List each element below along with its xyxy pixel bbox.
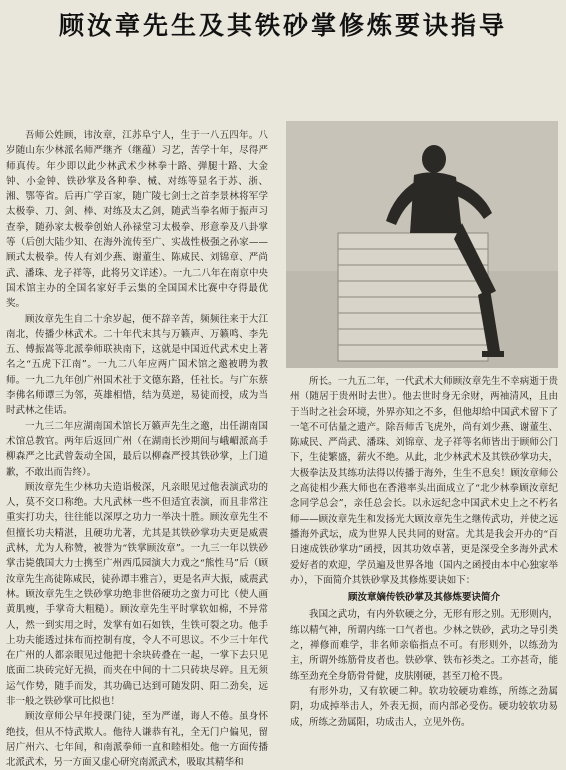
paragraph-internal-external: 我国之武功，有内外软硬之分，无形有形之别。无形则内，练以精气神，所谓内练一口气者也。少林之铁砂，武功之导引类之，禅修而难学，非名师亲临指点不可。有形则外，以练劲为主，所谓外练筋骨皮者也。铁砂掌、铁布衫类之。工亦甚奇，能练至劲充全身筋骨骨健，皮肤刚硬，甚至刀枪不畏。 — [290, 609, 558, 682]
paragraph-legacy: 所长。一九五二年，一代武术大师顾汝章先生不幸病逝于贵州（随居于贵州时去世）。他去世时身无余财，两袖清风，且由于当时之社会环境，外界亦知之不多，但他却给中国武术留下了一笔不可估量之遗产。除吾师舌飞虎外，尚有刘少燕、谢董生、陈咸民、严尚武、潘珠、刘锦章、龙子祥等名师皆出于顾师公门下，生徒繁盛，薪火不绝。从此，北少林武术及其铁砂掌功夫，大极拳法及其练功法得以传播于海外，生生不息矣！顾汝章师公之高徒相少燕大师也在香港率头出面成立了“北少林拳顾汝章纪念同学总会”，亲任总会长。以永远纪念中国武术史上之不朽名师——顾汝章先生和发扬光大顾汝章先生之继传武功，并使之远播海外武坛，成为世界人民共同的财富。尤其是我会开办的“百日速成铁砂掌功”函授，因其功效卓著，更是深受全多海外武术爱好者的欢迎，学员遍及世界各地（国内之函授由本中心独家举办），下面简介其铁砂掌及其修炼要诀如下： — [290, 376, 558, 586]
left-text-column — [6, 128, 268, 769]
paragraph-hunan: 一九三二年应湖南国术馆长万籁声先生之邀，出任湖南国术馆总教官。两年后返回广州（在湖南长沙期间与峨嵋派高手柳森严之比武曾轰动全国，最后以柳森严授其铁砂掌，上门道歉，不敢出而告终）。 — [6, 420, 268, 478]
paragraph-biography: 吾师公姓顾，讳汝章，江苏阜宁人，生于一八五四年。八岁随山东少林派名师严继齐（继蕴）习艺，苦学十年，尽得严师真传。年少即以此少林武术少林拳十路、弹腿十路、大金钟、小金钟、铁砂掌及各种拳、械、对练等显名于苏、浙、湘、鄂等省。后再广学百家，随广陵七剑士之首李景林将军学太极拳、刀、剑、棒、对练及太乙剑，随武当拳名师于振声习查拳，随孙家太极拳创始人孙禄堂习太极拳、形意拳及八卦掌等（后创大陆少知、在海外流传至广、实战性极强之孙家——顾式太极拳。传人有刘少燕、谢董生、陈咸民、刘锦章、严尚武、潘珠、龙子祥等，此将另文详述）。一九二八年在南京中央国术馆主办的全国名家好手云集的全国国术比赛中夺得最优奖。 — [6, 130, 268, 310]
martial-artist-photo-icon — [286, 121, 558, 368]
paragraph-skills: 顾汝章先生少林功夫造诣极深，凡亲眼见过他表演武功的人，莫不交口称绝。大凡武林一些不但适宜表演，而且非常注重实打功夫，往往能以深厚之功力一举决十胜。顾汝章先生不但擅长功夫精湛，且硬功尤著，尤其是其铁砂掌功夫更是威震武林，尤为人称赞，被誉为“铁掌顾汝章”。一九三一年以铁砂掌击毙俄国大力士携至广州西瓜园演大力戏之“熊性马”后（顾汝章先生高徒陈咸民，徒孙谭丰雅言），更是名声大振，威震武林。顾汝章先生之铁砂掌功绝非世俗硬功之蛮力可比（使人画黄肌瘦，手掌奇大粗糙）。顾汝章先生平时掌软如棉，不异常人，然一到实用之时，发掌有如石如铁，生铁可裂之功。他手上功夫能透过抹布而控制有度，令人不可思议。不少三十年代在广州的人都亲眼见过他把十余块砖叠在一起，一掌下去只见底面二块砖完好无损，而夹在中间的十二只砖块尽碎。且无须运气作势，随手而发，其功确已达到可随发阴、阳二劲矣，远非一般之铁砂掌可比拟也！ — [6, 481, 268, 707]
paragraph-character: 顾汝章师公早年授课门徒，至为严谨，诲人不倦。虽身怀绝技，但从不恃武欺人。他待人谦恭有礼，全无门户偏见，留居广州六、七年间，和南派拳师一直和睦相处。他一方面传播北派武术，另一方面又虚心研究南派武术，吸取其精华和 — [6, 711, 268, 769]
section-heading: 顾汝章嫡传铁砂掌及其修炼要诀简介 — [347, 592, 500, 604]
martial-artist-photo — [286, 121, 558, 368]
paragraph-soft-hard: 有形外功，又有软硬二种。软功较硬功难练，所练之劲属阴，功成掉举击人，外表无损，而内部必受伤。硬功较软功易成，所练之劲属阳，功成击人，立见外伤。 — [290, 685, 558, 728]
article-title: 顾汝章先生及其铁砂掌修炼要诀指导 — [58, 11, 507, 40]
paragraph-travels: 顾汝章先生自二十余岁起，便不辞辛苦，频频往来于大江南北，传播少林武术。二十年代末其与万籁声、万籁鸣、李先五、傅振嵩等北派拳师联袂南下，这就是中国近代武术史上著名之“五虎下江南”。一九二八年应两广国术馆之邀被聘为教师。一九二九年创广州国术社于文德东路，任社长。与广东蔡李佛名师谭三为邻，英雄相惜，结为莫逆，易徒而授，成为当时武林之佳话。 — [6, 313, 268, 417]
right-text-column — [290, 374, 558, 728]
